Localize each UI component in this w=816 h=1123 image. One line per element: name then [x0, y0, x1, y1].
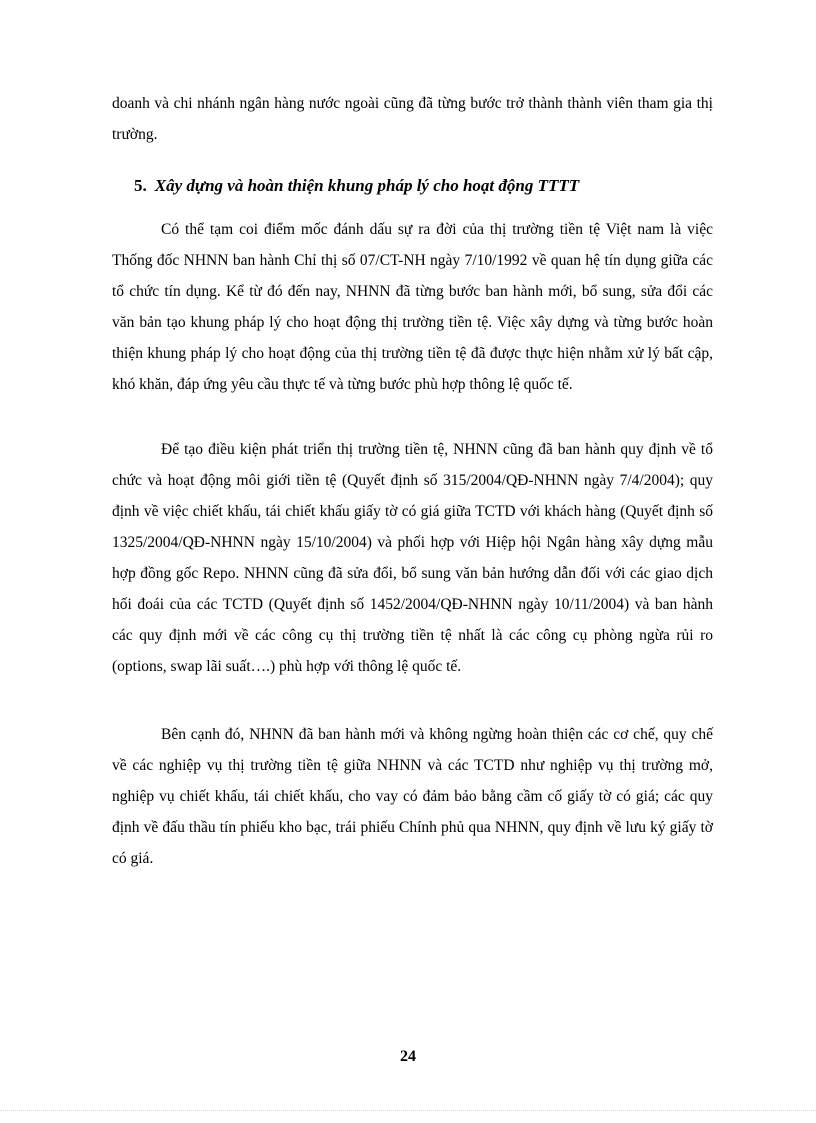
paragraph-regulations-issued: Để tạo điều kiện phát triển thị trường tiền tệ, NHNN cũng đã ban hành quy định về tổ chức và hoạt động môi giới tiền tệ (Quyết định số 315/2004/QĐ-NHNN ngày 7/4/2004); quy định về việc chiết khấu, tái chiết khấu giấy tờ có giá giữa TCTD với khách hàng (Quyết định số 1325/2004/QĐ-NHNN ngày 15/10/2004) và phối hợp với Hiệp hội Ngân hàng xây dựng mẫu hợp đồng gốc Repo. NHNN cũng đã sửa đổi, bổ sung văn bản hướng dẫn đối với các giao dịch hối đoái của các TCTD (Quyết định số 1452/2004/QĐ-NHNN ngày 10/11/2004) và ban hành các quy định mới về các công cụ thị trường tiền tệ nhất là các công cụ phòng ngừa rủi ro (options, swap lãi suất….) phù hợp với thông lệ quốc tế. [112, 441, 713, 675]
section-number: 5. [134, 176, 147, 195]
page-bottom-divider [0, 1110, 816, 1111]
page-number: 24 [400, 1048, 416, 1065]
section-heading [134, 171, 714, 201]
continued-paragraph: doanh và chi nhánh ngân hàng nước ngoài cũng đã từng bước trở thành thành viên tham gia thị trường. [112, 95, 713, 143]
paragraph-legal-framework-origin: Có thể tạm coi điểm mốc đánh dấu sự ra đời của thị trường tiền tệ Việt nam là việc Thống đốc NHNN ban hành Chỉ thị số 07/CT-NH ngày 7/10/1992 về quan hệ tín dụng giữa các tổ chức tín dụng. Kể từ đó đến nay, NHNN đã từng bước ban hành mới, bổ sung, sửa đổi các văn bản tạo khung pháp lý cho hoạt động thị trường tiền tệ. Việc xây dựng và từng bước hoàn thiện khung pháp lý cho hoạt động của thị trường tiền tệ đã được thực hiện nhằm xử lý bất cập, khó khăn, đáp ứng yêu cầu thực tế và từng bước phù hợp thông lệ quốc tế. [112, 221, 713, 393]
section-title: Xây dựng và hoàn thiện khung pháp lý cho hoạt động TTTT [154, 176, 580, 195]
paragraph-mechanisms: Bên cạnh đó, NHNN đã ban hành mới và không ngừng hoàn thiện các cơ chế, quy chế về các nghiệp vụ thị trường tiền tệ giữa NHNN và các TCTD như nghiệp vụ thị trường mở, nghiệp vụ chiết khấu, tái chiết khấu, cho vay có đảm bảo bằng cầm cố giấy tờ có giá; các quy định về đấu thầu tín phiếu kho bạc, trái phiếu Chính phủ qua NHNN, quy định về lưu ký giấy tờ có giá. [112, 726, 713, 867]
